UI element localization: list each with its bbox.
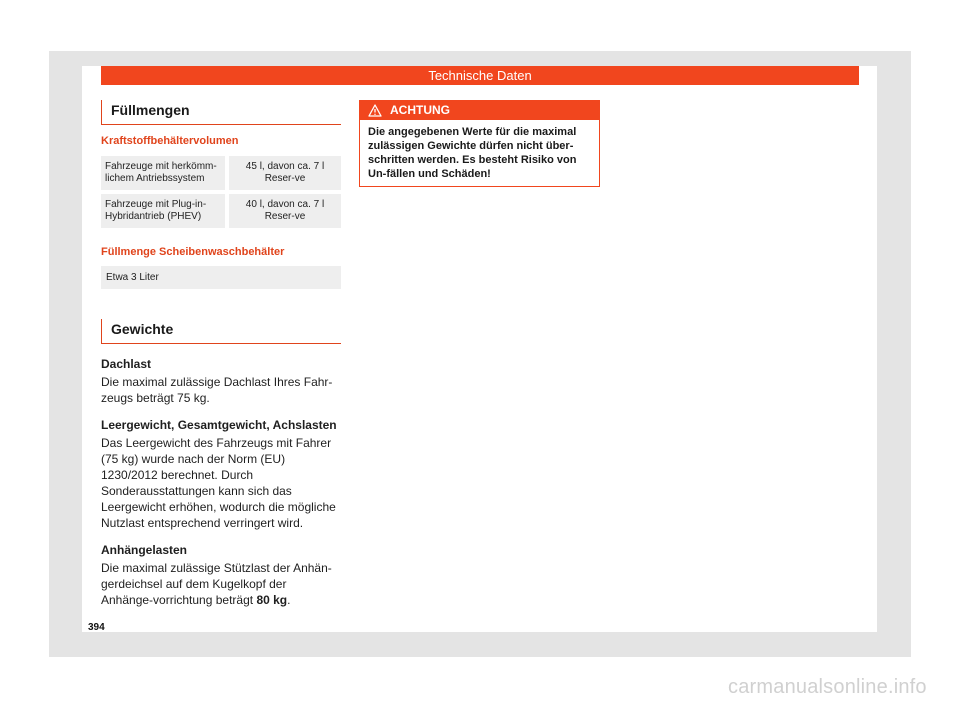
volume-cell: 40 l, davon ca. 7 l Reser-ve	[229, 194, 341, 228]
chapter-header: Technische Daten	[101, 66, 859, 85]
tank-volume-table	[101, 152, 341, 232]
leergewicht-title: Leergewicht, Gesamtgewicht, Achslasten	[101, 418, 337, 432]
tank-volume-subtitle: Kraftstoffbehältervolumen	[101, 135, 239, 147]
anhaengelasten-title: Anhängelasten	[101, 543, 188, 557]
vehicle-type-cell: Fahrzeuge mit herkömm-lichem Antriebssystem	[101, 156, 225, 190]
right-column	[359, 100, 600, 187]
washer-subtitle: Füllmenge Scheibenwaschbehälter	[101, 246, 285, 258]
page-number: 394	[88, 622, 105, 633]
warning-text: Die angegebenen Werte für die maximal zulässigen Gewichte dürfen nicht über-schritten werden. Es besteht Risiko von Un-fällen und Schäden!	[359, 120, 600, 187]
dachlast-title: Dachlast	[101, 357, 152, 371]
left-column	[101, 100, 341, 608]
section-title-gewichte: Gewichte	[101, 319, 341, 344]
anhaengelasten-paragraph	[101, 560, 341, 608]
washer-value: Etwa 3 Liter	[101, 266, 341, 289]
dachlast-text: Die maximal zulässige Dachlast Ihres Fahr-zeugs beträgt 75 kg.	[101, 375, 333, 405]
warning-label: ACHTUNG	[390, 103, 450, 117]
volume-cell: 45 l, davon ca. 7 l Reser-ve	[229, 156, 341, 190]
anhaengelasten-value: 80 kg	[256, 593, 288, 607]
watermark: carmanualsonline.info	[728, 676, 927, 698]
anhaengelasten-end: .	[287, 593, 291, 607]
warning-header	[359, 100, 600, 120]
table-row	[101, 194, 341, 228]
warning-triangle-icon	[368, 104, 382, 117]
leergewicht-text: Das Leergewicht des Fahrzeugs mit Fahrer (75 kg) wurde nach der Norm (EU) 1230/2012 berechnet. Durch Sonderausstattungen kann sich das Leergewicht erhöhen, wodurch die mögliche Nutzlast entsprechend verringert wird.	[101, 436, 336, 530]
section-title-fuellmengen: Füllmengen	[101, 100, 341, 125]
table-row	[101, 156, 341, 190]
vehicle-type-cell: Fahrzeuge mit Plug-in-Hybridantrieb (PHEV)	[101, 194, 225, 228]
anhaengelasten-text: Die maximal zulässige Stützlast der Anhän-gerdeichsel auf dem Kugelkopf der Anhänge-vorrichtung beträgt	[101, 561, 332, 607]
